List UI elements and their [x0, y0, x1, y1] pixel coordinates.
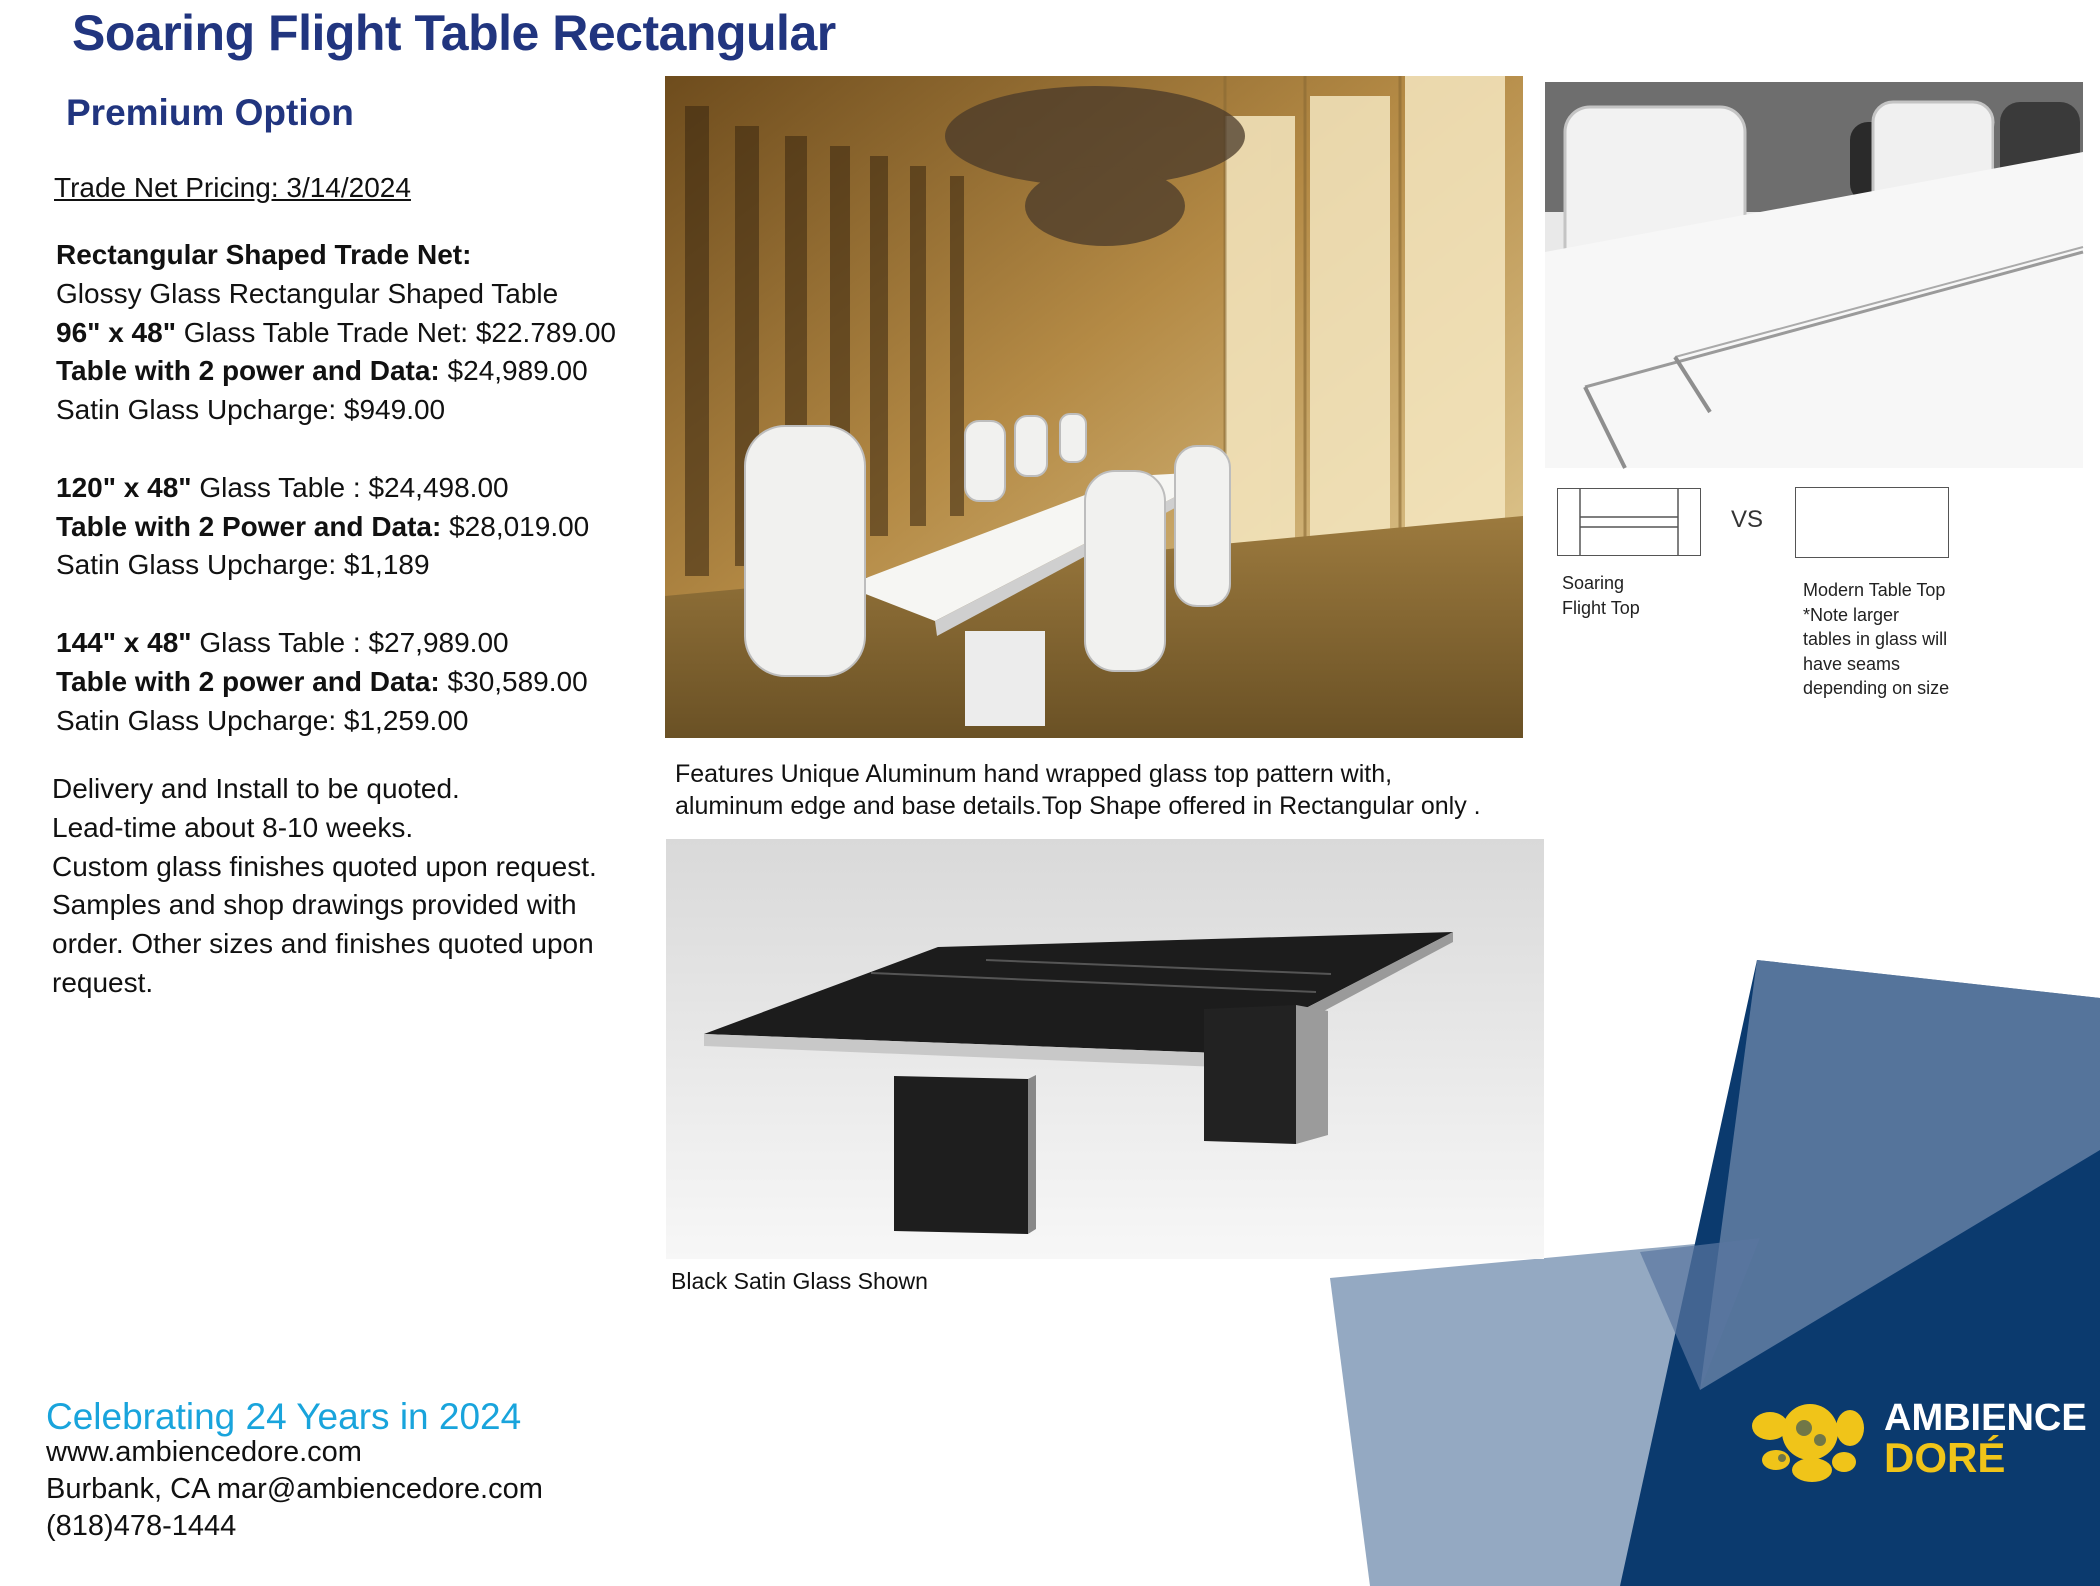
- anniversary-tagline: Celebrating 24 Years in 2024: [46, 1396, 522, 1437]
- ambience-dore-logo: [1752, 1388, 2087, 1488]
- note-line: Delivery and Install to be quoted.: [52, 773, 460, 804]
- size-96-power-price: Table with 2 power and Data: $24,989.00: [56, 355, 588, 387]
- black-satin-table-photo: [666, 839, 1544, 1259]
- pricing-details: [56, 236, 616, 740]
- contact-info: [46, 1434, 543, 1545]
- svg-text:AMBIENCE: AMBIENCE: [1884, 1397, 2087, 1439]
- pricing-heading: Rectangular Shaped Trade Net:: [56, 239, 472, 270]
- note-line: Samples and shop drawings provided with: [52, 889, 577, 921]
- features-line: Features Unique Aluminum hand wrapped glass top pattern with,: [675, 760, 1393, 788]
- svg-text:DORÉ: DORÉ: [1884, 1434, 2006, 1481]
- label-line: Modern Table Top: [1803, 580, 1946, 600]
- features-description: [675, 758, 1535, 822]
- features-line: aluminum edge and base details.Top Shape offered in Rectangular only .: [675, 792, 1481, 820]
- note-line: Custom glass finishes quoted upon request.: [52, 850, 597, 882]
- size-144-table-price: 144" x 48" Glass Table : $27,989.00: [56, 626, 509, 658]
- label-line: Flight Top: [1562, 597, 1640, 618]
- phone-number: (818)478-1444: [46, 1510, 237, 1542]
- page-title: Soaring Flight Table Rectangular: [72, 5, 836, 61]
- soaring-flight-top-label: [1562, 571, 1640, 620]
- size-120-satin-upcharge: Satin Glass Upcharge: $1,189: [56, 549, 430, 581]
- vs-label: VS: [1731, 506, 1764, 533]
- soaring-flight-top-diagram: [1557, 488, 1701, 556]
- pricing-description: Glossy Glass Rectangular Shaped Table: [56, 277, 559, 309]
- label-line: depending on size: [1803, 678, 1950, 698]
- page-subtitle: Premium Option: [66, 92, 354, 133]
- pricing-date: Trade Net Pricing: 3/14/2024: [54, 172, 411, 203]
- address-email: Burbank, CA mar@ambiencedore.com: [46, 1473, 543, 1505]
- size-120-table-price: 120" x 48" Glass Table : $24,498.00: [56, 471, 509, 503]
- conference-room-photo: [665, 76, 1523, 738]
- modern-table-top-diagram: [1795, 487, 1949, 558]
- label-line: *Note larger: [1803, 604, 1900, 625]
- note-line: request.: [52, 966, 154, 998]
- size-144-satin-upcharge: Satin Glass Upcharge: $1,259.00: [56, 704, 469, 736]
- label-line: Soaring: [1562, 573, 1625, 593]
- order-notes: [52, 770, 652, 1003]
- white-glass-top-photo: [1545, 82, 2083, 468]
- size-144-power-price: Table with 2 power and Data: $30,589.00: [56, 665, 588, 697]
- black-table-caption: Black Satin Glass Shown: [671, 1268, 928, 1294]
- note-line: Lead-time about 8-10 weeks.: [52, 811, 414, 843]
- website-link[interactable]: www.ambiencedore.com: [46, 1436, 362, 1468]
- sun-flower-icon: [1752, 1388, 2087, 1488]
- size-96-table-price: 96" x 48" Glass Table Trade Net: $22.789.00: [56, 316, 616, 348]
- label-line: tables in glass will: [1803, 629, 1948, 649]
- note-line: order. Other sizes and finishes quoted upon: [52, 928, 594, 960]
- modern-table-top-label: [1803, 578, 1949, 701]
- label-line: have seams: [1803, 653, 1901, 674]
- size-120-power-price: Table with 2 Power and Data: $28,019.00: [56, 510, 590, 542]
- size-96-satin-upcharge: Satin Glass Upcharge: $949.00: [56, 394, 446, 426]
